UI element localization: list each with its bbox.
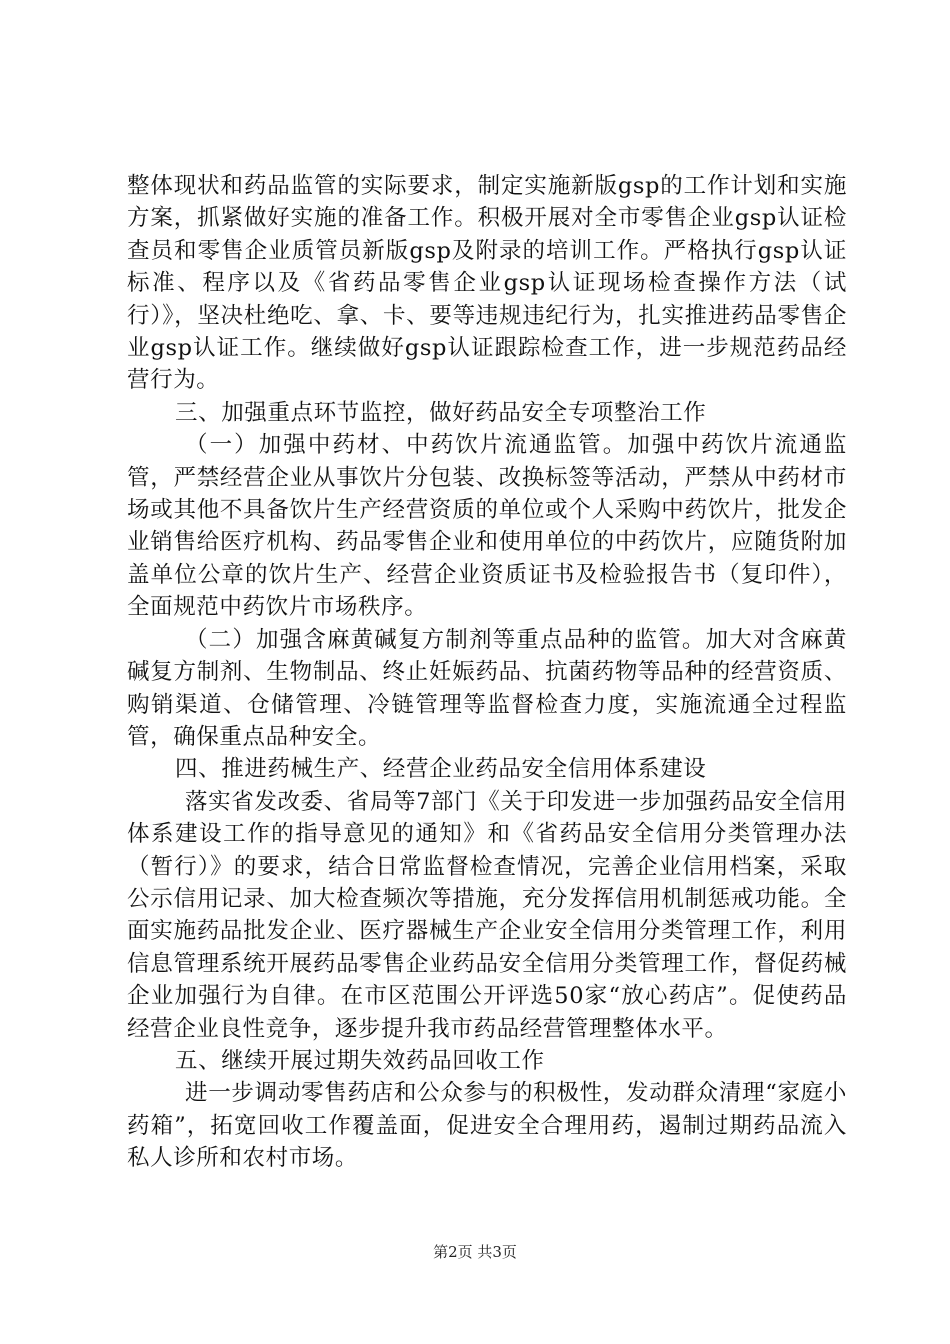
heading-section-five: 五、继续开展过期失效药品回收工作 (175, 1047, 545, 1074)
heading-section-three: 三、加强重点环节监控，做好药品安全专项整治工作 (175, 399, 707, 426)
heading-section-four: 四、推进药械生产、经营企业药品安全信用体系建设 (175, 756, 707, 783)
page-footer (0, 1242, 950, 1262)
paragraph-expired-drug-recycling: 进一步调动零售药店和公众参与的积极性，发动群众清理“家庭小药箱”，拓宽回收工作覆盖面，促进安全合理用药，遏制过期药品流入私人诊所和农村市场。 (127, 1080, 847, 1172)
paragraph-herbal-supervision: （一）加强中药材、中药饮片流通监管。加强中药饮片流通监管，严禁经营企业从事饮片分包装、改换标签等活动，严禁从中药材市场或其他不具备饮片生产经营资质的单位或个人采购中药饮片，批发企业销售给医疗机构、药品零售企业和使用单位的中药饮片，应随货附加盖单位公章的饮片生产、经营企业资质证书及检验报告书（复印件），全面规范中药饮片市场秩序。 (127, 432, 847, 621)
paragraph-gsp-implementation: 整体现状和药品监管的实际要求，制定实施新版gsp的工作计划和实施方案，抓紧做好实施的准备工作。积极开展对全市零售企业gsp认证检查员和零售企业质管员新版gsp及附录的培训工作。严格执行gsp认证标准、程序以及《省药品零售企业gsp认证现场检查操作方法（试行）》，坚决杜绝吃、拿、卡、要等违规违纪行为，扎实推进药品零售企业gsp认证工作。继续做好gsp认证跟踪检查工作，进一步规范药品经营行为。 (127, 173, 847, 394)
page-number-indicator: 第2页 共3页 (433, 1243, 517, 1261)
document-body (127, 170, 847, 1175)
paragraph-key-varieties: （二）加强含麻黄碱复方制剂等重点品种的监管。加大对含麻黄碱复方制剂、生物制品、终止妊娠药品、抗菌药物等品种的经营资质、购销渠道、仓储管理、冷链管理等监督检查力度，实施流通全过程监管，确保重点品种安全。 (127, 626, 847, 750)
paragraph-credit-system: 落实省发改委、省局等7部门《关于印发进一步加强药品安全信用体系建设工作的指导意见的通知》和《省药品安全信用分类管理办法（暂行）》的要求，结合日常监督检查情况，完善企业信用档案，采取公示信用记录、加大检查频次等措施，充分发挥信用机制惩戒功能。全面实施药品批发企业、医疗器械生产企业安全信用分类管理工作，利用信息管理系统开展药品零售企业药品安全信用分类管理工作，督促药械企业加强行为自律。在市区范围公开评选50家“放心药店”。促使药品经营企业良性竞争，逐步提升我市药品经营管理整体水平。 (127, 788, 847, 1042)
